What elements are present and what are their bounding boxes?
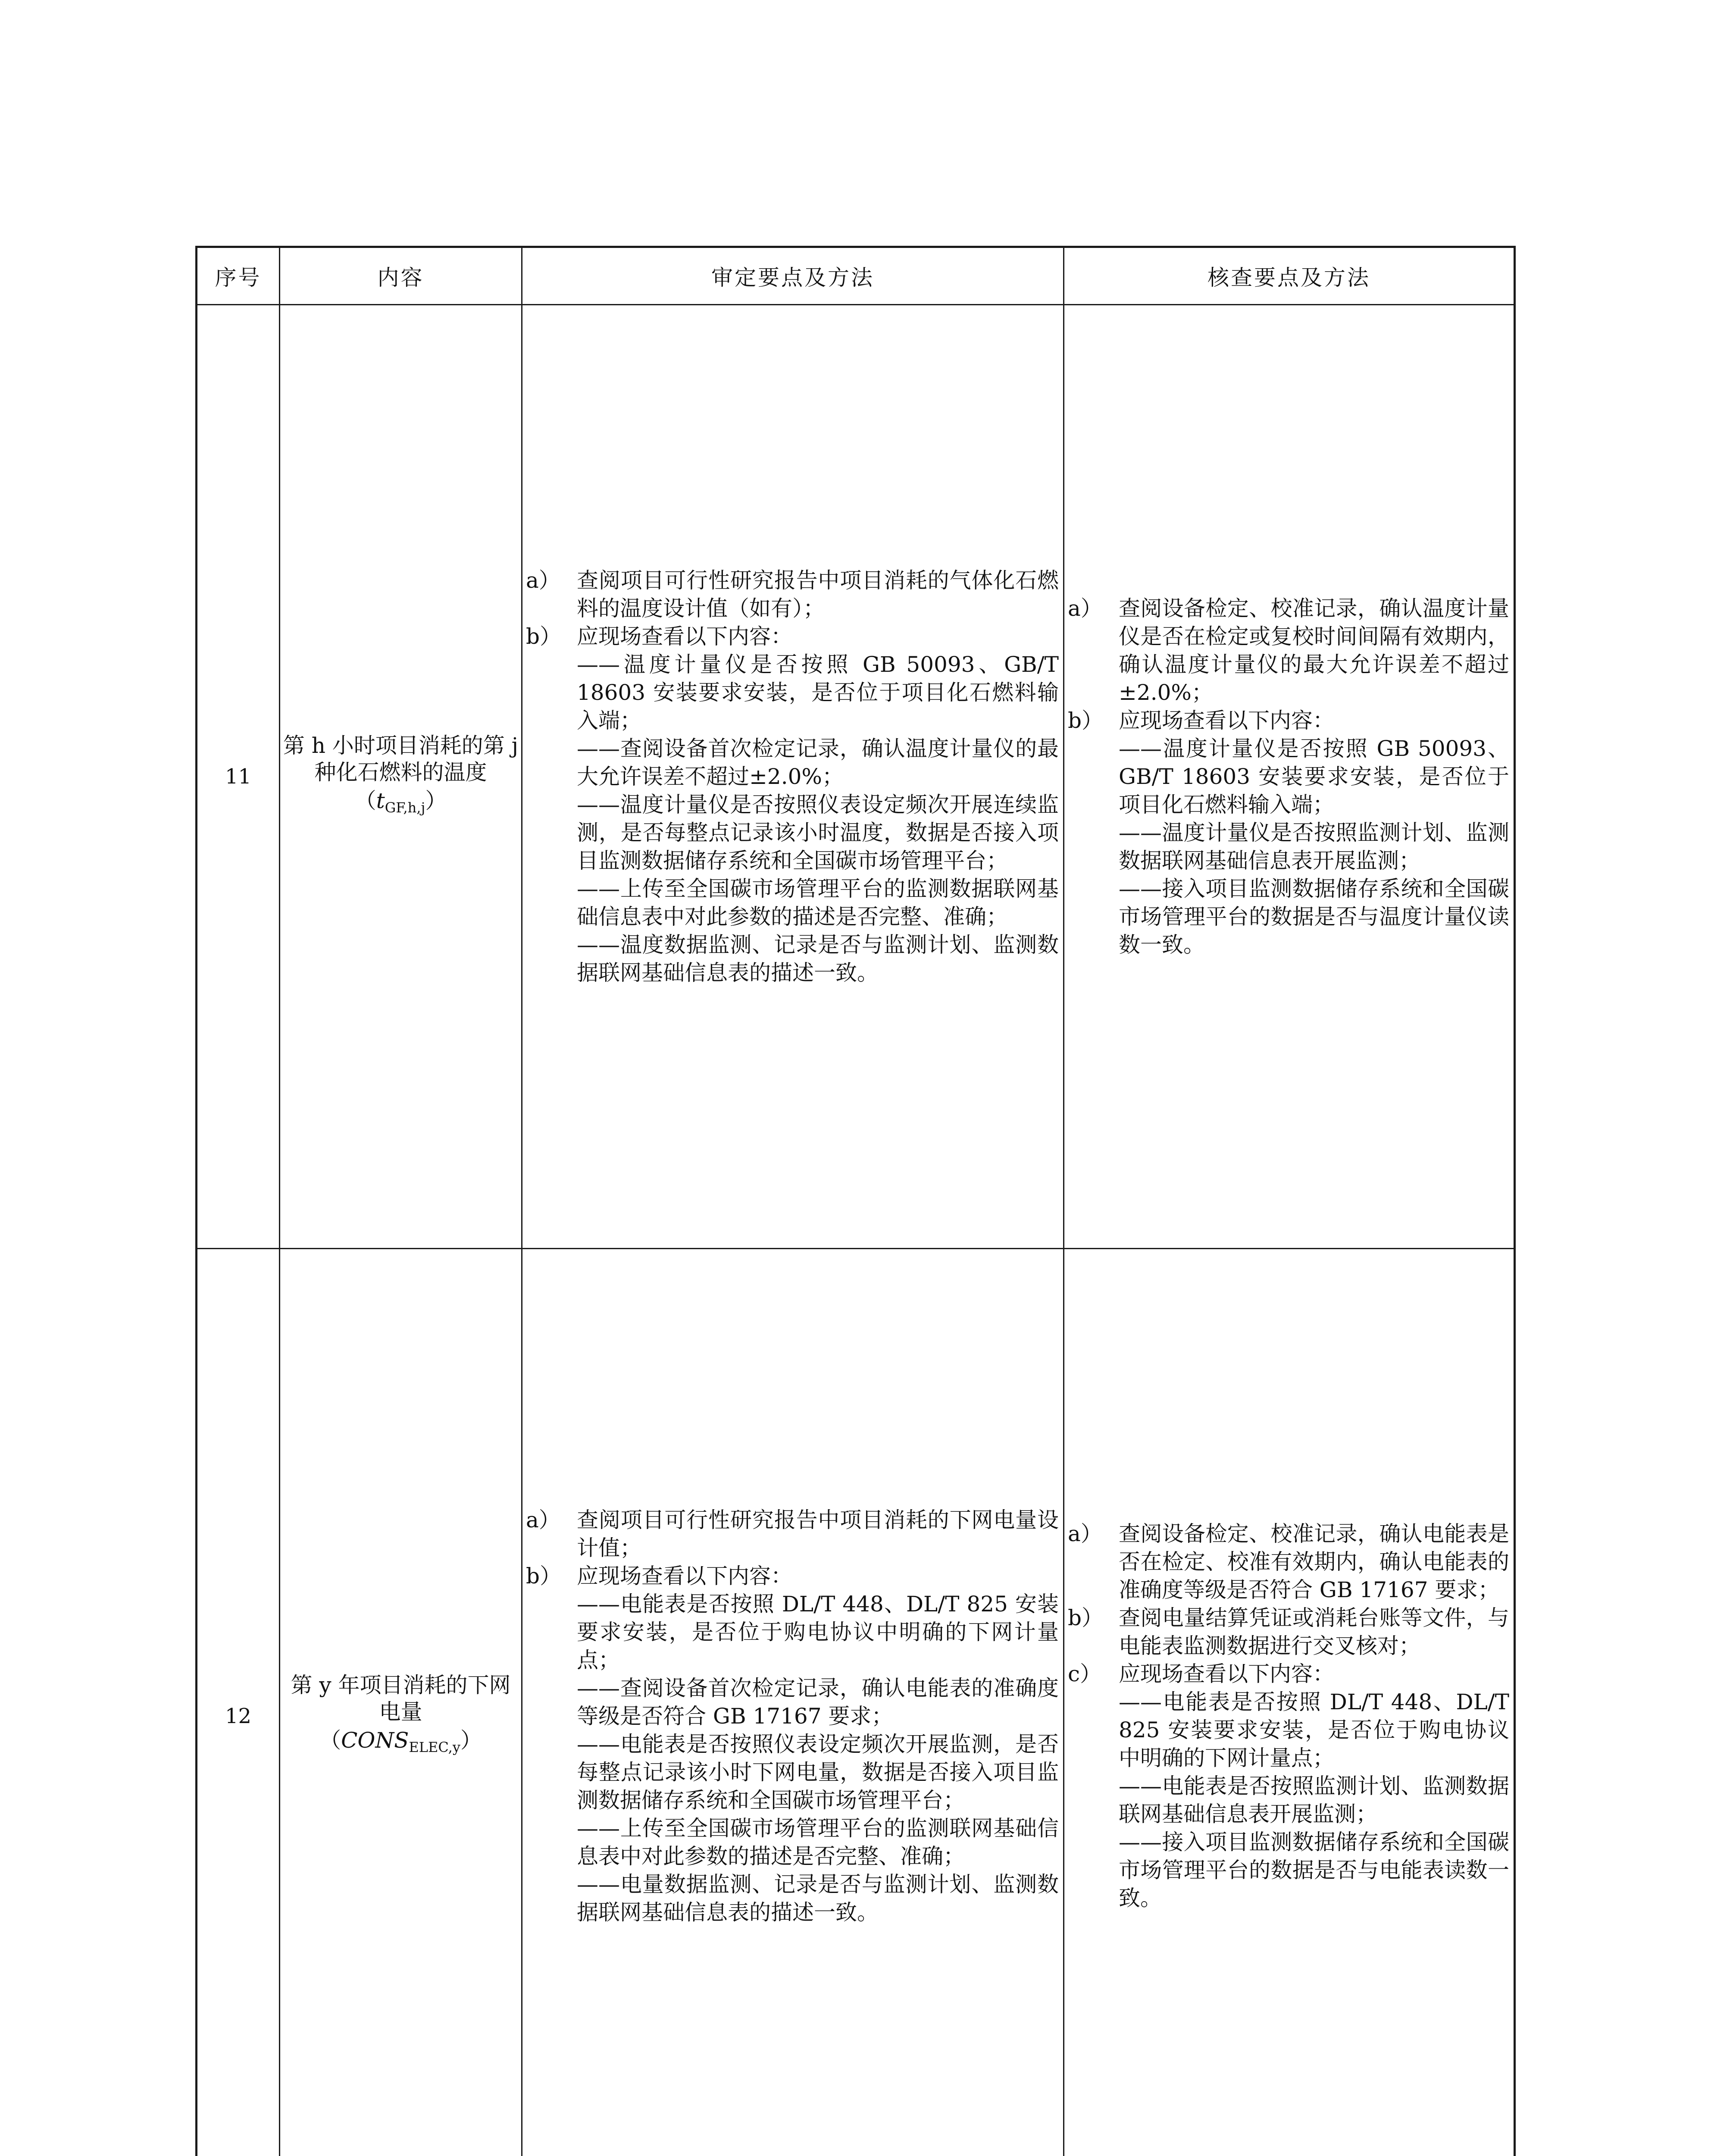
list-subitem: ——查阅设备首次检定记录，确认温度计量仪的最大允许误差不超过±2.0%；	[577, 736, 1059, 789]
list-item	[526, 623, 1059, 651]
list-item-text: 查阅项目可行性研究报告中项目消耗的下网电量设计值；	[577, 1507, 1059, 1561]
list-item-marker: b）	[526, 624, 562, 649]
list-item-marker: a）	[1068, 1521, 1102, 1546]
list-subitem: ——接入项目监测数据储存系统和全国碳市场管理平台的数据是否与电能表读数一致。	[1119, 1830, 1509, 1911]
list-item-text: 查阅项目可行性研究报告中项目消耗的气体化石燃料的温度设计值（如有）；	[577, 567, 1059, 621]
list-subitem: ——电能表是否按照 DL/T 448、DL/T 825 安装要求安装，是否位于购电协议中明确的下网计量点；	[577, 1591, 1059, 1673]
list-subitem: ——温度计量仪是否按照监测计划、监测数据联网基础信息表开展监测；	[1119, 820, 1509, 873]
list-subitem: ——接入项目监测数据储存系统和全国碳市场管理平台的数据是否与温度计量仪读数一致。	[1119, 876, 1509, 957]
list-item-text: 查阅设备检定、校准记录，确认电能表是否在检定、校准有效期内，确认电能表的准确度等级是否符合 GB 17167 要求；	[1119, 1521, 1509, 1602]
list-item-text: 应现场查看以下内容：	[577, 1563, 792, 1589]
table-row	[197, 1249, 1515, 2156]
list-item-marker: c）	[1068, 1661, 1102, 1686]
content-text: 第 y 年项目消耗的下网电量	[291, 1673, 511, 1724]
list-item-marker: b）	[1068, 708, 1104, 733]
validation-cell	[522, 1249, 1064, 2156]
list-subitem: ——电能表是否按照 DL/T 448、DL/T 825 安装要求安装，是否位于购电协议中明确的下网计量点；	[1119, 1689, 1509, 1771]
list-subitem: ——上传至全国碳市场管理平台的监测数据联网基础信息表中对此参数的描述是否完整、准确；	[577, 876, 1059, 929]
list-subitem: ——电能表是否按照监测计划、监测数据联网基础信息表开展监测；	[1119, 1774, 1509, 1827]
list-item-marker: a）	[1068, 595, 1102, 621]
list-item-text: 应现场查看以下内容：	[1119, 1661, 1334, 1686]
symbol-main: CONS	[341, 1728, 409, 1753]
list-item	[1068, 1660, 1509, 1688]
list-subitem: ——温度数据监测、记录是否与监测计划、监测数据联网基础信息表的描述一致。	[577, 932, 1059, 985]
list-item-text: 应现场查看以下内容：	[577, 624, 792, 649]
row-seq: 12	[197, 1249, 280, 2156]
list-item-text: 应现场查看以下内容：	[1119, 708, 1334, 733]
list-item-marker: a）	[526, 567, 560, 593]
list-item	[526, 1562, 1059, 1590]
symbol-subscript: ELEC,y	[409, 1739, 460, 1755]
list-item	[1068, 1520, 1509, 1604]
list-item	[1068, 707, 1509, 735]
header-verification-method: 核查要点及方法	[1064, 247, 1515, 305]
list-item	[526, 567, 1059, 623]
list-subitem: ——上传至全国碳市场管理平台的监测联网基础信息表中对此参数的描述是否完整、准确；	[577, 1815, 1059, 1869]
header-seq: 序号	[197, 247, 280, 305]
list-subitem: ——温度计量仪是否按照 GB 50093、GB/T 18603 安装要求安装，是否位于项目化石燃料输入端；	[577, 652, 1059, 733]
content-text: 第 h 小时项目消耗的第 j 种化石燃料的温度	[283, 733, 519, 785]
list-subitem: ——电能表是否按照仪表设定频次开展监测，是否每整点记录该小时下网电量，数据是否接入项目监测数据储存系统和全国碳市场管理平台；	[577, 1731, 1059, 1813]
list-subitem: ——温度计量仪是否按照 GB 50093、GB/T 18603 安装要求安装，是否位于项目化石燃料输入端；	[1119, 736, 1509, 817]
list-item-marker: a）	[526, 1507, 560, 1532]
list-item-text: 查阅设备检定、校准记录，确认温度计量仪是否在检定或复校时间间隔有效期内，确认温度计量仪的最大允许误差不超过±2.0%；	[1119, 595, 1509, 705]
symbol-open-paren: （	[354, 788, 376, 813]
symbol-open-paren: （	[319, 1728, 341, 1753]
list-subitem: ——电量数据监测、记录是否与监测计划、监测数据联网基础信息表的描述一致。	[577, 1871, 1059, 1925]
list-item	[526, 1506, 1059, 1562]
list-subitem: ——查阅设备首次检定记录，确认电能表的准确度等级是否符合 GB 17167 要求；	[577, 1675, 1059, 1729]
symbol-close-paren: ）	[425, 788, 447, 813]
row-seq: 11	[197, 305, 280, 1249]
header-validation-method: 审定要点及方法	[522, 247, 1064, 305]
table-header-row	[197, 247, 1515, 305]
list-item-text: 查阅电量结算凭证或消耗台账等文件，与电能表监测数据进行交叉核对；	[1119, 1605, 1509, 1658]
verification-cell	[1064, 1249, 1515, 2156]
row-content	[280, 305, 522, 1249]
parameter-symbol	[355, 787, 447, 821]
review-table	[195, 246, 1516, 2156]
table-row	[197, 305, 1515, 1249]
symbol-close-paren: ）	[460, 1728, 482, 1753]
header-content: 内容	[280, 247, 522, 305]
list-item-marker: b）	[526, 1563, 562, 1589]
list-item	[1068, 595, 1509, 707]
list-item	[1068, 1604, 1509, 1660]
list-subitem: ——温度计量仪是否按照仪表设定频次开展连续监测，是否每整点记录该小时温度，数据是否接入项目监测数据储存系统和全国碳市场管理平台；	[577, 792, 1059, 873]
validation-cell	[522, 305, 1064, 1249]
verification-cell	[1064, 305, 1515, 1249]
row-content	[280, 1249, 522, 2156]
list-item-marker: b）	[1068, 1605, 1104, 1630]
symbol-main: t	[376, 788, 385, 813]
symbol-subscript: GF,h,j	[385, 799, 425, 816]
parameter-symbol	[319, 1727, 482, 1761]
